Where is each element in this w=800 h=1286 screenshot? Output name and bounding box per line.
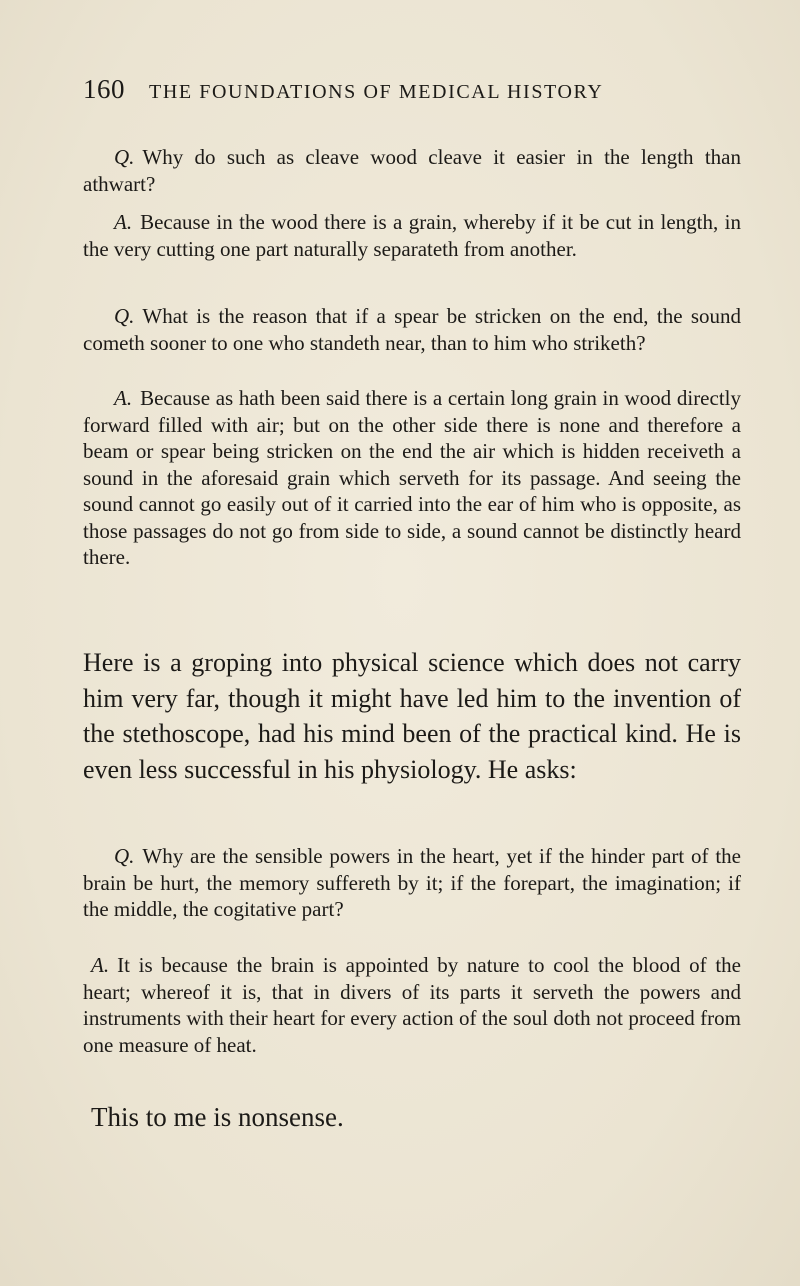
question-2: [83, 303, 741, 356]
page-number: 160: [83, 74, 125, 104]
answer-3: [83, 952, 741, 1058]
question-label: Q.: [114, 844, 135, 868]
question-3: [83, 843, 741, 923]
running-head: THE FOUNDATIONS OF MEDICAL HISTORY: [149, 81, 604, 103]
answer-text: It is because the brain is appointed by nature to cool the blood of the heart; whereof it is, that in divers of its parts it serveth the powers and instruments with their heart for every action of the soul doth not proceed from one measure of heat.: [83, 953, 741, 1057]
answer-label: A.: [114, 210, 133, 234]
answer-1: [83, 209, 741, 262]
answer-label: A.: [114, 386, 133, 410]
question-text: What is the reason that if a spear be stricken on the end, the sound cometh sooner to one who standeth near, than to him who striketh?: [83, 304, 741, 355]
page-header: [83, 74, 683, 110]
question-label: Q.: [114, 145, 135, 169]
answer-text: Because in the wood there is a grain, whereby if it be cut in length, in the very cutting one part naturally separateth from another.: [83, 210, 741, 261]
question-text: Why are the sensible powers in the heart, yet if the hinder part of the brain be hurt, the memory suffereth by it; if the forepart, the imagination; if the middle, the cogitative part?: [83, 844, 741, 921]
answer-label: A.: [91, 953, 110, 977]
question-text: Why do such as cleave wood cleave it easier in the length than athwart?: [83, 145, 741, 196]
answer-2: [83, 385, 741, 571]
commentary-paragraph: Here is a groping into physical science which does not carry him very far, though it might have led him to the invention of the stethoscope, had his mind been of the practical kind. He is even less successful in his physiology. He asks:: [83, 648, 741, 784]
answer-text: Because as hath been said there is a certain long grain in wood directly forward filled with air; but on the other side there is none and therefore a beam or spear being stricken on the end the air which is hidden receiveth a sound in the aforesaid grain which serveth for its passage. And seeing the sound cannot go easily out of it carried into the ear of him who is opposite, as those passages do not go from side to side, a sound cannot be distinctly heard there.: [83, 386, 741, 569]
closing-remark: This to me is nonsense.: [91, 1102, 344, 1132]
question-1: [83, 144, 741, 197]
question-label: Q.: [114, 304, 135, 328]
